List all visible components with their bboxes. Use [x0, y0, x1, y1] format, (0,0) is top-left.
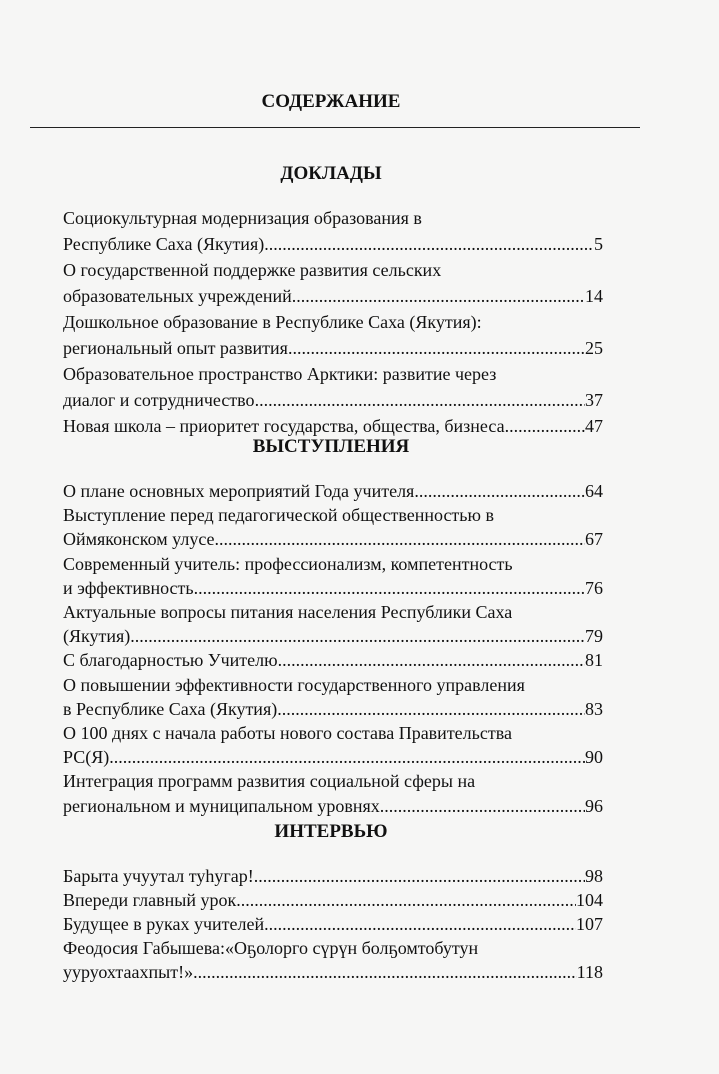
toc-entry-title: Новая школа – приоритет государства, общества, бизнеса [63, 416, 505, 436]
dot-leader [236, 888, 576, 912]
toc-entry-title-line: О государственной поддержке развития сельских [63, 260, 442, 280]
section-heading-reports: ДОКЛАДЫ [280, 163, 382, 184]
dot-leader [264, 912, 576, 936]
toc-entry-last-line [63, 283, 603, 309]
toc-entry[interactable] [63, 479, 603, 503]
page-number: 107 [576, 914, 603, 934]
toc-entry[interactable] [63, 936, 603, 984]
toc-entry[interactable] [63, 552, 603, 600]
page-number: 76 [585, 577, 603, 598]
page-number: 81 [585, 650, 603, 671]
page-number: 83 [585, 698, 603, 719]
toc-entry-title: Оймяконском улусе [63, 529, 215, 550]
page-number: 79 [585, 626, 603, 647]
page-number: 47 [585, 416, 603, 436]
section-interviews [63, 864, 603, 984]
dot-leader [414, 479, 585, 503]
toc-entry-title-line: Дошкольное образование в Республике Саха (Якутия): [63, 312, 482, 332]
toc-entry-title: О плане основных мероприятий Года учителя [63, 481, 415, 501]
toc-entry-last-line [63, 231, 603, 257]
toc-entry[interactable] [63, 257, 603, 309]
page-number: 118 [576, 962, 603, 982]
toc-entry-title: образовательных учреждений [63, 286, 292, 306]
toc-entry[interactable] [63, 864, 603, 888]
dot-leader [109, 745, 585, 769]
dot-leader [264, 231, 594, 257]
dot-leader [254, 864, 585, 888]
toc-entry-last-line [63, 479, 603, 503]
section-reports [63, 205, 603, 439]
toc-entry-title-line: Выступление перед педагогической общественностью в [63, 505, 494, 526]
dot-leader [194, 576, 585, 600]
toc-entry-title-line: Феодосия Габышева:«Оҕолорго сүрүн болҕомтобутун [63, 938, 479, 958]
toc-entry-last-line [63, 745, 603, 769]
toc-entry-last-line [63, 576, 603, 600]
section-speeches [63, 479, 603, 818]
toc-entry[interactable] [63, 673, 603, 721]
toc-entry-title-line: О 100 днях с начала работы нового состава Правительства [63, 723, 512, 744]
toc-entry-last-line [63, 888, 603, 912]
toc-entry-title: в Республике Саха (Якутия) [63, 698, 278, 719]
toc-entry[interactable] [63, 648, 603, 672]
toc-entry[interactable] [63, 309, 603, 361]
toc-entry-title-line: О повышении эффективности государственного управления [63, 674, 525, 695]
toc-entry[interactable] [63, 888, 603, 912]
toc-entry-title: региональный опыт развития [63, 338, 288, 358]
toc-entry-title: Барыта учуутал туһугар! [63, 866, 254, 886]
page-number: 64 [585, 481, 603, 501]
toc-entry-title-line: Интеграция программ развития социальной сферы на [63, 771, 476, 792]
toc-entry-title-line: Актуальные вопросы питания населения Республики Саха [63, 602, 513, 623]
toc-entry[interactable] [63, 361, 603, 413]
toc-entry-last-line [63, 527, 603, 551]
toc-entry-title: Будущее в руках учителей [63, 914, 265, 934]
toc-entry-title: С благодарностью Учителю [63, 650, 278, 671]
toc-entry[interactable] [63, 769, 603, 817]
dot-leader [255, 387, 585, 413]
dot-leader [193, 960, 577, 984]
dot-leader [380, 794, 585, 818]
toc-entry-title: РС(Я) [63, 747, 110, 768]
toc-entry-title: региональном и муниципальном уровнях [63, 795, 380, 816]
toc-entry-title: (Якутия) [63, 626, 131, 647]
toc-entry-title: ууруохтаахпыт!» [63, 962, 194, 982]
toc-entry-last-line [63, 387, 603, 413]
toc-entry-title: Впереди главный урок [63, 890, 237, 910]
dot-leader [277, 697, 585, 721]
section-heading-interviews: ИНТЕРВЬЮ [274, 821, 388, 842]
page-number: 14 [585, 286, 603, 306]
toc-entry-title-line: Образовательное пространство Арктики: развитие через [63, 364, 497, 384]
page-number: 25 [585, 338, 603, 358]
page-number: 98 [585, 866, 603, 886]
dot-leader [215, 527, 585, 551]
toc-entry-title: диалог и сотрудничество [63, 390, 255, 410]
toc-entry-last-line [63, 794, 603, 818]
toc-entry-last-line [63, 912, 603, 936]
page-number: 5 [594, 234, 603, 254]
toc-entry-last-line [63, 960, 603, 984]
dot-leader [278, 648, 585, 672]
page-number: 37 [585, 390, 603, 410]
page-title: СОДЕРЖАНИЕ [261, 91, 401, 112]
toc-entry-last-line [63, 335, 603, 361]
toc-entry-last-line [63, 624, 603, 648]
toc-entry[interactable] [63, 912, 603, 936]
toc-entry-title: Республике Саха (Якутия) [63, 234, 265, 254]
page-number: 90 [585, 747, 603, 768]
dot-leader [130, 624, 585, 648]
title-divider [30, 127, 640, 128]
page-number: 104 [576, 890, 603, 910]
page-number: 67 [585, 529, 603, 550]
toc-entry[interactable] [63, 721, 603, 769]
toc-entry[interactable] [63, 205, 603, 257]
toc-entry-title: и эффективность [63, 577, 194, 598]
toc-entry-title-line: Социокультурная модернизация образования в [63, 208, 422, 228]
page-number: 96 [585, 795, 603, 816]
toc-entry[interactable] [63, 600, 603, 648]
toc-entry-title-line: Современный учитель: профессионализм, компетентность [63, 553, 513, 574]
section-heading-speeches: ВЫСТУПЛЕНИЯ [252, 436, 410, 457]
toc-entry-last-line [63, 648, 603, 672]
toc-entry[interactable] [63, 503, 603, 551]
toc-entry-last-line [63, 697, 603, 721]
toc-entry-last-line [63, 864, 603, 888]
dot-leader [288, 335, 585, 361]
dot-leader [292, 283, 585, 309]
